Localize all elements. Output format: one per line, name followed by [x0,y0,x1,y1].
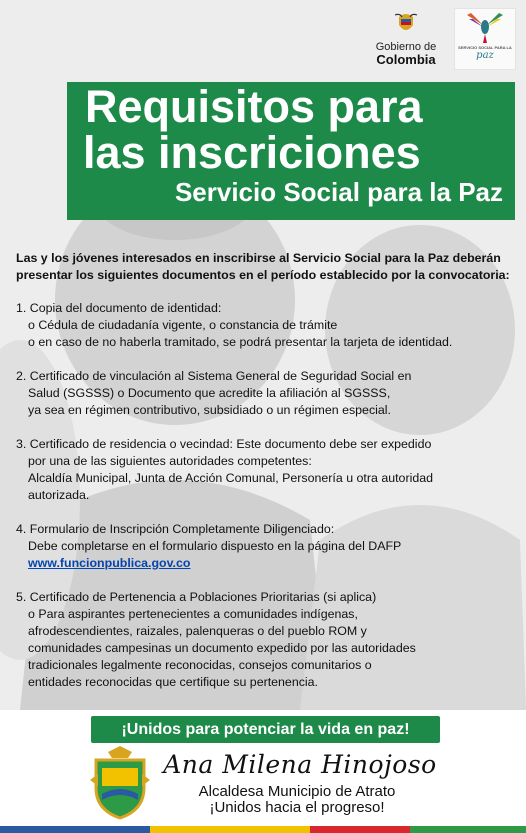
mayor-title: Alcaldesa Municipio de Atrato [198,783,396,800]
requirement-4-title: 4. Formulario de Inscripción Completamente Diligenciado: [16,522,335,536]
requirement-2-line-1: Salud (SGSSS) o Documento que acredite la afiliación al SGSSS, [28,386,391,400]
requirement-5-line-4: tradicionales legalmente reconocidas, consejos comunitarios o [28,658,372,672]
requirement-4 [16,521,516,572]
slogan-banner: ¡Unidos para potenciar la vida en paz! [91,716,440,743]
requirement-5-line-5: entidades reconocidas que certifique su pertenencia. [28,675,318,689]
servicio-social-paz-logo [454,8,516,70]
bar-yellow [150,826,310,833]
requirement-1-title: 1. Copia del documento de identidad: [16,301,222,315]
atrato-shield-icon [88,744,152,820]
requirement-2 [16,368,516,419]
banner-subtitle: Servicio Social para la Paz [174,177,503,207]
hummingbird-icon [463,9,507,45]
gov-logo-line2: Colombia [376,52,436,67]
header-logos [370,8,516,70]
requirement-3 [16,436,516,504]
gov-logo-line1: Gobierno de [375,41,437,53]
mayor-signature: Ana Milena Hinojoso [163,750,437,779]
requirement-2-title: 2. Certificado de vinculación al Sistema General de Seguridad Social en [16,369,412,383]
requirement-5 [16,589,516,691]
requirements-content [16,250,516,708]
tricolor-bar [0,826,526,833]
requirement-4-line-1: Debe completarse en el formulario dispuesto en la página del DAFP [28,539,402,553]
requirement-3-line-3: autorizada. [28,488,90,502]
requirement-5-line-2: afrodescendientes, raizales, palenqueras o del pueblo ROM y [28,624,367,638]
requirement-3-line-1: por una de las siguientes autoridades competentes: [28,454,312,468]
funcionpublica-link[interactable]: www.funcionpublica.gov.co [28,556,191,570]
requirement-3-title: 3. Certificado de residencia o vecindad: Este documento debe ser expedido [16,437,432,451]
requirement-1-line-2: o en caso de no haberla tramitado, se podrá presentar la tarjeta de identidad. [28,335,453,349]
requirement-5-line-3: comunidades campesinas un documento expedido por las autoridades [28,641,416,655]
mayor-role [162,784,432,816]
ssp-logo-line2: paz [476,50,494,61]
requirement-5-line-1: o Para aspirantes pertenecientes a comunidades indígenas, [28,607,358,621]
title-banner [67,82,515,220]
gobierno-de-colombia-logo [370,11,442,67]
requirement-4-link-wrap [16,555,516,572]
ssp-logo-line1: SERVICIO SOCIAL PARA LA [458,45,512,50]
bar-green [410,826,526,833]
banner-title-line2: las inscriciones [83,127,421,178]
requirement-1 [16,300,516,351]
requirement-1-line-1: o Cédula de ciudadanía vigente, o constancia de trámite [28,318,338,332]
colombia-coat-of-arms-icon [393,11,419,39]
requirement-2-line-2: ya sea en régimen contributivo, subsidiado o un régimen especial. [28,403,391,417]
banner-title-line1: Requisitos para [85,81,423,132]
bar-red [310,826,410,833]
intro-paragraph: Las y los jóvenes interesados en inscribirse al Servicio Social para la Paz deberán presentar los siguientes documentos en el período establecido por la convocatoria: [16,251,510,282]
requirement-5-title: 5. Certificado de Pertenencia a Poblaciones Prioritarias (si aplica) [16,590,377,604]
bar-blue [0,826,150,833]
requirement-3-line-2: Alcaldía Municipal, Junta de Acción Comunal, Personería u otra autoridad [28,471,433,485]
municipal-motto: ¡Unidos hacia el progreso! [209,799,385,816]
